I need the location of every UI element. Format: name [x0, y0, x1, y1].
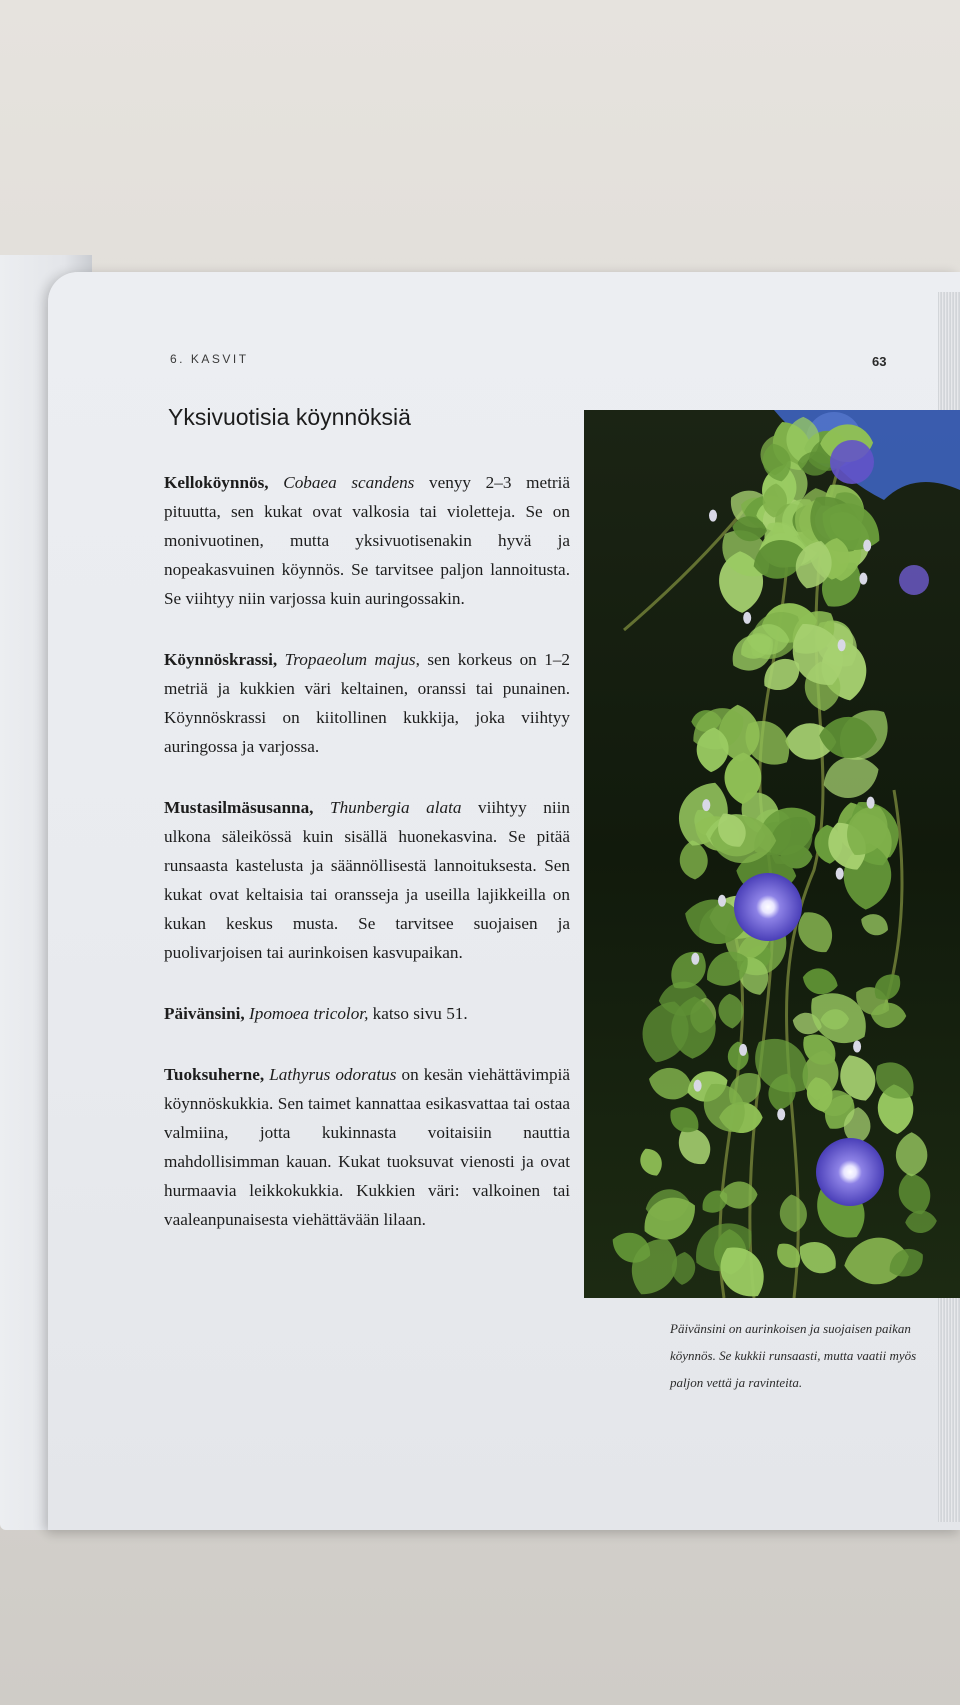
entry-kellokoynnos: [164, 468, 570, 613]
entry-mustasilmasusanna: [164, 793, 570, 967]
flower: [830, 440, 874, 484]
photo-caption: Päivänsini on aurinkoisen ja suojaisen paikan köynnös. Se kukkii runsaasti, mutta vaatii myös paljon vettä ja ravinteita.: [670, 1321, 917, 1390]
bud: [853, 1041, 861, 1053]
bud: [743, 612, 751, 624]
bud: [859, 573, 867, 585]
bud: [694, 1080, 702, 1092]
entry-text: venyy 2–3 metriä pituutta, sen kukat ovat valkosia tai violetteja. Se on monivuotinen, mutta yksivuotisenakin hyvä ja nopeakasvuinen köynnös. Se tarvitsee paljon lannoitusta. Se viihtyy niin varjossa kuin auringossakin.: [164, 473, 571, 608]
bud: [739, 1044, 747, 1056]
entry-latin: Lathyrus odoratus: [269, 1065, 397, 1084]
entry-name: Mustasilmäsusanna,: [164, 798, 314, 817]
page-title: Yksivuotisia köynnöksiä: [168, 404, 411, 430]
text-column: [164, 468, 570, 1266]
bud: [691, 953, 699, 965]
chapter-header: 6. KASVIT: [170, 352, 249, 366]
entry-text: viihtyy niin ulkona säleikössä kuin sisällä huonekasvina. Se pitää runsaasta kastelusta ja säännöllisestä lannoituksesta. Sen kukat ovat keltaisia tai oransseja ja useilla lajikkeilla on kukan keskus musta. Se tarvitsee suojaisen ja puolivarjoisen tai aurinkoisen kasvupaikan.: [164, 798, 570, 962]
entry-latin: Thunbergia alata: [330, 798, 462, 817]
entry-name: Päivänsini,: [164, 1004, 245, 1023]
entry-latin: Tropaeolum majus: [284, 650, 416, 669]
flower: [899, 565, 929, 595]
entry-text: , sen korkeus on 1–2 metriä ja kukkien väri keltainen, oranssi tai punainen. Köynnöskrassi on kiitollinen kukkija, joka viihtyy auringossa ja varjossa.: [164, 650, 571, 756]
entry-name: Köynnöskrassi,: [164, 650, 278, 669]
flower: [816, 1138, 884, 1206]
bud: [836, 868, 844, 880]
page-number: 63: [872, 354, 887, 369]
entry-latin: Cobaea scandens: [283, 473, 415, 492]
bud: [863, 540, 871, 552]
flower: [734, 873, 802, 941]
bud: [838, 639, 846, 651]
entry-latin: Ipomoea tricolor,: [249, 1004, 369, 1023]
bud: [867, 797, 875, 809]
bud: [718, 895, 726, 907]
bud: [702, 799, 710, 811]
entry-text: katso sivu 51.: [368, 1004, 468, 1023]
entry-koynnoskrassi: [164, 645, 570, 761]
bud: [777, 1108, 785, 1120]
entry-tuoksuherne: [164, 1060, 570, 1234]
entry-text: on kesän viehättävimpiä köynnöskukkia. Sen taimet kannattaa esikasvattaa tai ostaa valmiina, jotta kukinnasta voitaisiin nauttia mahdollisimman kauan. Kukat tuoksuvat vienosti ja ovat hurmaavia leikkokukkia. Kukkien väri: valkoinen tai vaaleanpunaisesta viehättävään lilaan.: [164, 1065, 570, 1229]
entry-name: Kelloköynnös,: [164, 473, 269, 492]
entry-name: Tuoksuherne,: [164, 1065, 265, 1084]
entry-paivansini: [164, 999, 570, 1028]
bud: [709, 510, 717, 522]
morning-glory-photo: [584, 410, 960, 1298]
